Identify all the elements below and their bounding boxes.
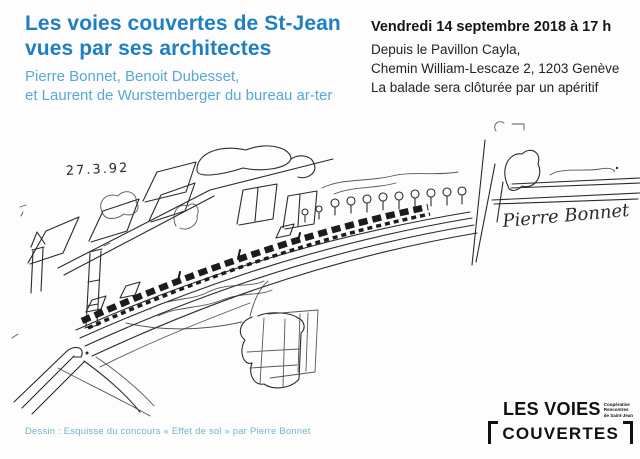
bracket-left-icon — [488, 421, 498, 444]
mast-lines — [472, 140, 503, 265]
sketch-date-annotation: 27.3.92 — [65, 160, 130, 179]
les-voies-couvertes-logo — [488, 400, 633, 444]
sketch-caption: Dessin : Esquisse du concours « Effet de sol » par Pierre Bonnet — [25, 426, 311, 437]
page-title-line2: vues par ses architectes — [25, 36, 272, 60]
authors-line2: et Laurent de Wurstemberger du bureau ar-ter — [25, 86, 333, 104]
sketch-signature: Pierre Bonnet — [501, 199, 631, 232]
covered-way-band — [76, 212, 477, 367]
logo-smallprint — [604, 400, 633, 418]
page-title-line1: Les voies couvertes de St-Jean — [25, 12, 341, 35]
bracket-right-icon — [623, 421, 633, 444]
logo-smallprint-line2: Rencontres — [603, 407, 629, 413]
event-address: Chemin William-Lescaze 2, 1203 Genève — [371, 60, 620, 76]
logo-smallprint-line3: de Saint-Jean — [603, 412, 633, 418]
authors-line1: Pierre Bonnet, Benoit Dubesset, — [25, 68, 240, 85]
event-closing-note: La balade sera clôturée par un apéritif — [371, 79, 599, 95]
foreground-roads — [12, 334, 154, 416]
logo-text-les-voies: LES VOIES — [503, 398, 601, 419]
event-datetime: Vendredi 14 septembre 2018 à 17 h — [371, 19, 612, 35]
logo-smallprint-line1: Coopérative — [603, 401, 630, 407]
background-roof-shapes — [101, 146, 458, 229]
logo-text-couvertes: COUVERTES — [502, 424, 619, 443]
event-meeting-point: Depuis le Pavillon Cayla, — [371, 41, 521, 57]
rooftop-buildings-row — [82, 207, 430, 328]
